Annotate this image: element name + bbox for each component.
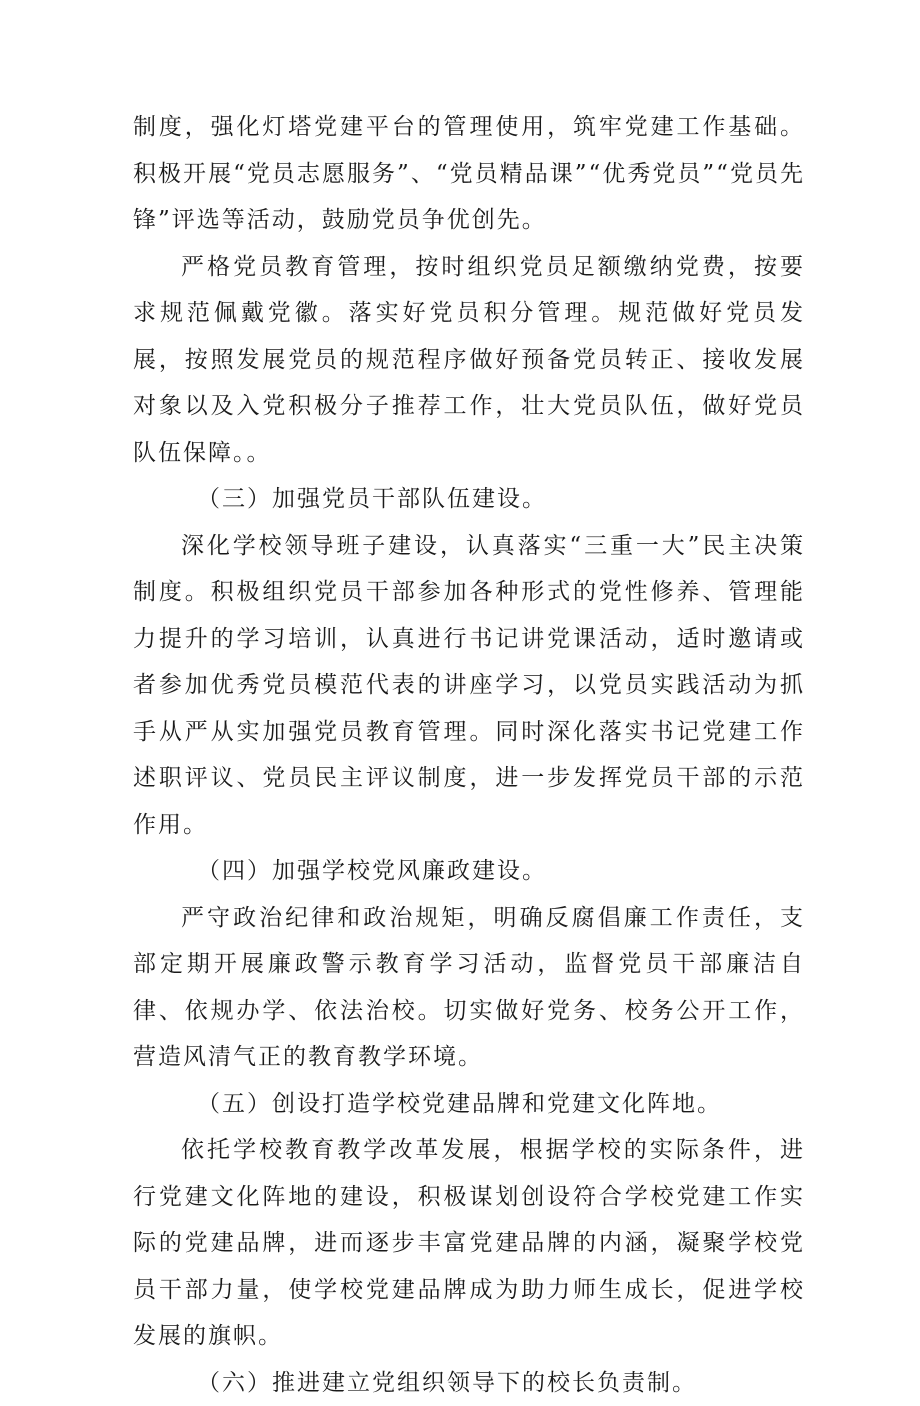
paragraph-leadership-building: 深化学校领导班子建设，认真落实“三重一大”民主决策制度。积极组织党员干部参加各种形式的党性修养、管理能力提升的学习培训，认真进行书记讲党课活动，适时邀请或者参加优秀党员模范代表的讲座学习，以党员实践活动为抓手从严从实加强党员教育管理。同时深化落实书记党建工作述职评议、党员民主评议制度，进一步发挥党员干部的示范作用。 — [133, 523, 805, 849]
document-body — [133, 104, 805, 1406]
paragraph-integrity-building: 严守政治纪律和政治规矩，明确反腐倡廉工作责任，支部定期开展廉政警示教育学习活动，监督党员干部廉洁自律、依规办学、依法治校。切实做好党务、校务公开工作，营造风清气正的教育教学环境。 — [133, 895, 805, 1081]
section-heading-6: （六）推进建立党组织领导下的校长负责制。 — [133, 1360, 805, 1406]
paragraph-continued: 制度，强化灯塔党建平台的管理使用，筑牢党建工作基础。积极开展“党员志愿服务”、“党员精品课”“优秀党员”“党员先锋”评选等活动，鼓励党员争优创先。 — [133, 104, 805, 244]
section-heading-3: （三）加强党员干部队伍建设。 — [133, 476, 805, 523]
paragraph-brand-building: 依托学校教育教学改革发展，根据学校的实际条件，进行党建文化阵地的建设，积极谋划创设符合学校党建工作实际的党建品牌，进而逐步丰富党建品牌的内涵，凝聚学校党员干部力量，使学校党建品牌成为助力师生成长，促进学校发展的旗帜。 — [133, 1127, 805, 1360]
section-heading-4: （四）加强学校党风廉政建设。 — [133, 848, 805, 895]
paragraph-member-management: 严格党员教育管理，按时组织党员足额缴纳党费，按要求规范佩戴党徽。落实好党员积分管理。规范做好党员发展，按照发展党员的规范程序做好预备党员转正、接收发展对象以及入党积极分子推荐工作，壮大党员队伍，做好党员队伍保障。。 — [133, 244, 805, 477]
section-heading-5: （五）创设打造学校党建品牌和党建文化阵地。 — [133, 1081, 805, 1128]
